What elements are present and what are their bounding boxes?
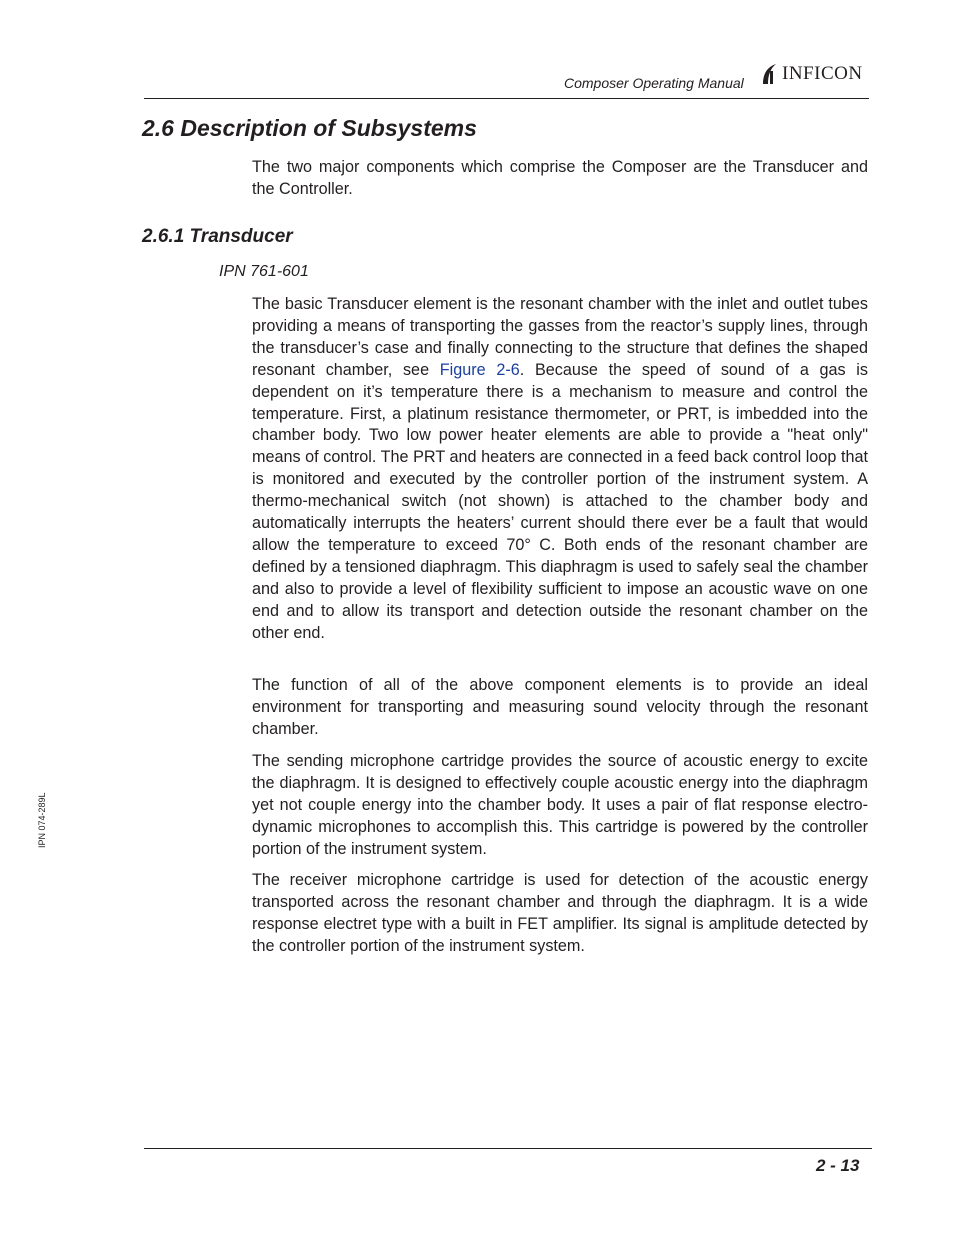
section-heading: 2.6 Description of Subsystems bbox=[142, 115, 477, 141]
section-intro: The two major components which comprise the Composer are the Transducer and the Controller. bbox=[252, 158, 868, 198]
paragraph-sending-microphone: The sending microphone cartridge provides the source of acoustic energy to excite the diaphragm. It is designed to effectively couple acoustic energy into the diaphragm yet not couple energy into the chamber body. It uses a pair of flat response electro-dynamic microphones to accomplish this. This cartridge is powered by the controller portion of the instrument system. bbox=[252, 752, 868, 858]
ipn-label: IPN 761-601 bbox=[219, 263, 309, 280]
figure-link[interactable]: Figure 2-6 bbox=[439, 360, 520, 379]
brand-name: INFICON bbox=[782, 63, 863, 84]
paragraph-function: The function of all of the above component elements is to provide an ideal environment for transporting and measuring sound velocity through the resonant chamber. bbox=[252, 676, 868, 738]
side-document-number: IPN 074-289L bbox=[37, 792, 47, 848]
inficon-swoosh-icon bbox=[760, 62, 780, 86]
page-number: 2 - 13 bbox=[816, 1156, 860, 1175]
footer-divider bbox=[144, 1148, 872, 1149]
paragraph-text: . Because the speed of sound of a gas is dependent on it’s temperature there is a mechanism to measure and control the temperature. First, a platinum resistance thermometer, or PRT, is imbedded into the chamber body. Two low power heater elements are able to provide a "heat only" means of control. The PRT and heaters are connected in a feed back control loop that is monitored and executed by the controller portion of the instrument system. A thermo-mechanical switch (not shown) is attached to the chamber body and automatically interrupts the heaters’ current should there ever be a fault that would allow the temperature to exceed 70° C. Both ends of the resonant chamber are defined by a tensioned diaphragm. This diaphragm is used to safely seal the chamber and also to provide a level of flexibility sufficient to impose an acoustic wave on one end and to allow its transport and detection outside the resonant chamber on the other end. bbox=[252, 360, 868, 642]
paragraph-text: The basic Transducer element is the resonant chamber with the inlet and outlet tubes providing a means of transporting the gasses from the reactor’s supply lines, through the transducer’s case and finally connecting to the structure that defines the shaped resonant chamber, see bbox=[252, 295, 868, 379]
paragraph-transducer-element bbox=[252, 294, 868, 645]
paragraph-receiver-microphone: The receiver microphone cartridge is used for detection of the acoustic energy transported across the resonant chamber and through the diaphragm. It is a wide response electret type with a built in FET amplifier. Its signal is amplitude detected by the controller portion of the instrument system. bbox=[252, 871, 868, 955]
header-divider bbox=[144, 98, 869, 99]
subsection-heading: 2.6.1 Transducer bbox=[142, 226, 293, 247]
brand-logo bbox=[760, 62, 863, 86]
manual-title: Composer Operating Manual bbox=[564, 75, 744, 91]
